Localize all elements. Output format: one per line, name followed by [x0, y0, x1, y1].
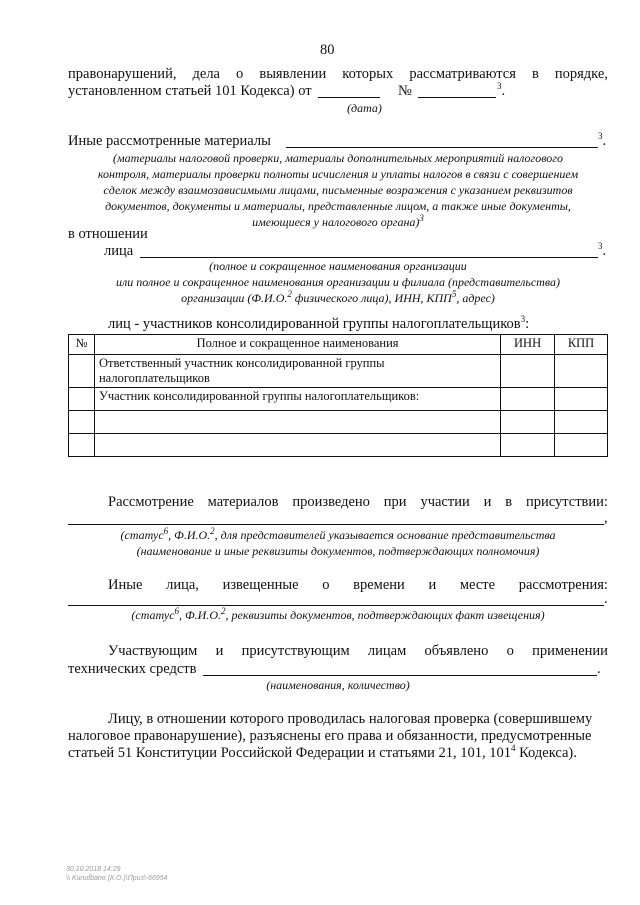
technical-period: .: [597, 661, 601, 677]
word: и: [428, 577, 437, 593]
word: выявлении: [259, 66, 327, 82]
cell-name[interactable]: Участник консолидированной группы налогоплательщиков:: [94, 388, 500, 411]
cell-kpp[interactable]: [555, 411, 608, 434]
footer-filepath: \\ Kunufbano (К.О.)\Приз\-66954: [66, 875, 168, 882]
technical-line-1: [108, 643, 608, 660]
other-materials-field-line[interactable]: [286, 147, 598, 148]
participation-field-line[interactable]: [68, 524, 604, 525]
caption-line: организации (Ф.И.О.$^2$ физического лица), ИНН, КПП$^5$, адрес): [181, 289, 495, 305]
other-materials-label: Иные рассмотренные материалы: [68, 133, 271, 149]
word: о: [322, 577, 330, 593]
technical-field-line[interactable]: [203, 675, 597, 676]
person-caption: [68, 258, 608, 306]
cell-inn[interactable]: [501, 388, 555, 411]
caption-line: имеющиеся у налогового органа)$^3$: [252, 213, 424, 229]
caption-line: (статус$^6$, Ф.И.О.$^2$, для представителей указывается основание представительства: [120, 526, 556, 542]
intro-note-ref: $^3$.: [497, 81, 506, 99]
caption-line: (полное и сокращенное наименования организации: [209, 259, 467, 273]
cell-inn[interactable]: [501, 411, 555, 434]
caption-line: (статус$^6$, Ф.И.О.$^2$, реквизиты документов, подтверждающих факт извещения): [131, 606, 545, 622]
date-field-line[interactable]: [318, 97, 380, 98]
word: Участвующим: [108, 643, 198, 659]
notified-period: .: [604, 591, 608, 607]
cell-inn[interactable]: [501, 355, 555, 388]
number-field-line[interactable]: [418, 97, 496, 98]
word: произведено: [292, 494, 370, 510]
word: в: [531, 66, 539, 82]
word: и: [483, 494, 492, 510]
other-materials-note-ref: $^3$.: [598, 131, 607, 149]
cell-kpp[interactable]: [555, 355, 608, 388]
word: месте: [459, 577, 496, 593]
date-caption: (дата): [347, 101, 382, 115]
caption-line: документов, документы и материалы, представленные лицом, а также иные документы,: [105, 199, 571, 213]
table-row: [69, 434, 608, 457]
rights-line-2: налоговое правонарушение), разъяснены его права и обязанности, предусмотренные: [68, 728, 592, 744]
cell-kpp[interactable]: [555, 434, 608, 457]
col-header-name: Полное и сокращенное наименования: [94, 335, 500, 355]
regarding-label: в отношении: [68, 226, 148, 242]
word: участии: [420, 494, 470, 510]
notified-field-line[interactable]: [68, 605, 604, 606]
rights-line-3: статьей 51 Конституции Российской Федерации и статьями 21, 101, $101^4$ Кодекса).: [68, 743, 577, 761]
cell-name[interactable]: [94, 434, 500, 457]
intro-date-label: установленном статьей 101 Кодекса) от: [68, 83, 312, 99]
word: о: [236, 66, 244, 82]
word: порядке,: [554, 66, 608, 82]
word: времени: [353, 577, 405, 593]
caption-line: или полное и сокращенное наименования организации и филиала (представительства): [116, 275, 560, 289]
technical-label: технических средств: [68, 661, 197, 677]
cell-number[interactable]: [69, 411, 95, 434]
group-heading: лиц - участников консолидированной группы налогоплательщиков$^3$:: [108, 314, 530, 332]
word: и: [215, 643, 224, 659]
col-header-kpp: КПП: [555, 335, 608, 355]
word: применении: [532, 643, 608, 659]
word: о: [506, 643, 514, 659]
cell-number[interactable]: [69, 355, 95, 388]
table-row: [69, 355, 608, 388]
other-materials-caption: [68, 150, 608, 230]
word: присутствующим: [241, 643, 350, 659]
participation-comma: ,: [604, 510, 608, 526]
table-row: [69, 388, 608, 411]
word: которых: [342, 66, 394, 82]
col-header-inn: ИНН: [501, 335, 555, 355]
notified-caption: [68, 607, 608, 623]
word: материалов: [207, 494, 279, 510]
word: лицам: [367, 643, 407, 659]
word: рассмотрения:: [518, 577, 608, 593]
word: при: [383, 494, 407, 510]
intro-line-2: [68, 83, 312, 100]
participation-caption: [68, 527, 608, 559]
cell-name[interactable]: Ответственный участник консолидированной группы налогоплательщиков: [94, 355, 500, 388]
group-table: [68, 334, 608, 457]
caption-line: (материалы налоговой проверки, материалы дополнительных мероприятий налогового: [113, 151, 563, 165]
notified-line: [108, 577, 608, 594]
word: правонарушений,: [68, 66, 177, 82]
col-header-number: №: [69, 335, 95, 355]
word: Рассмотрение: [108, 494, 194, 510]
word: рассматриваются: [409, 66, 516, 82]
person-note-ref: $^3$.: [598, 241, 607, 259]
rights-line-1: Лицу, в отношении которого проводилась налоговая проверка (совершившему: [108, 711, 593, 727]
person-label: лица: [104, 243, 134, 259]
word: в: [505, 494, 513, 510]
table-row: [69, 411, 608, 434]
number-sign: №: [398, 83, 412, 99]
intro-line-1: [68, 66, 608, 83]
cell-kpp[interactable]: [555, 388, 608, 411]
caption-line: (наименование и иные реквизиты документов, подтверждающих полномочия): [136, 544, 540, 558]
caption-line: сделок между взаимозависимыми лицами, письменные возражения с указанием реквизитов: [103, 183, 573, 197]
caption-line: контроля, материалы проверки полноты исчисления и уплаты налогов в связи с совершением: [97, 167, 579, 181]
word: извещенные: [222, 577, 299, 593]
cell-inn[interactable]: [501, 434, 555, 457]
cell-name[interactable]: [94, 411, 500, 434]
word: присутствии:: [525, 494, 608, 510]
participation-line: [108, 494, 608, 511]
word: дела: [192, 66, 220, 82]
word: объявлено: [424, 643, 489, 659]
cell-number[interactable]: [69, 388, 95, 411]
page-number: 80: [320, 42, 335, 58]
footer-timestamp: 30.10.2018 14:29: [66, 866, 121, 873]
word: Иные: [108, 577, 143, 593]
cell-number[interactable]: [69, 434, 95, 457]
technical-caption: (наименования, количество): [266, 678, 410, 692]
word: лица,: [166, 577, 199, 593]
